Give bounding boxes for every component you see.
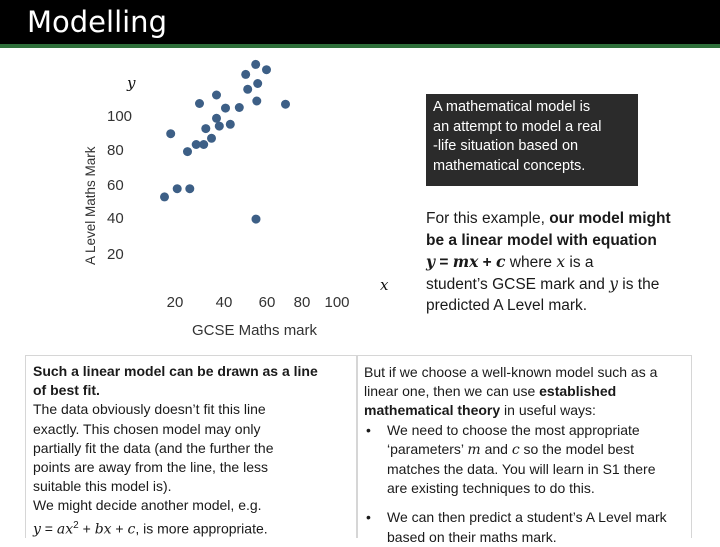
scatter-point: [252, 215, 261, 224]
data-points: [160, 60, 290, 224]
bullet-item: [364, 508, 691, 546]
scatter-point: [199, 140, 208, 149]
callout-line: -life situation based on: [433, 138, 579, 154]
plus: +: [78, 520, 95, 537]
x-tick-label: 80: [293, 294, 311, 311]
example-bold-text: our model might: [549, 210, 671, 227]
paragraph-line: exactly. This chosen model may only: [33, 420, 261, 437]
equation-equals: =: [435, 254, 453, 271]
example-text: For this example,: [426, 210, 550, 227]
scatter-point: [226, 120, 235, 129]
callout-line: A mathematical model is: [433, 99, 591, 115]
bullet-line: We need to choose the most appropriate: [387, 421, 640, 438]
scatter-point: [160, 192, 169, 201]
variable-x: x: [556, 253, 566, 271]
paragraph-line: suitable this model is).: [33, 478, 172, 495]
paragraph-line: But if we choose a well-known model such as a: [364, 364, 658, 380]
var-y: y: [33, 521, 41, 538]
scatter-point: [281, 100, 290, 109]
bullet-text: so the model best: [519, 440, 635, 457]
y-tick-label: 20: [107, 246, 124, 263]
bullet-text: ‘parameters’: [387, 440, 468, 457]
bullet-text: and: [480, 440, 512, 457]
equation-tail: , is more appropriate.: [135, 520, 268, 537]
scatter-point: [212, 114, 221, 123]
scatter-point: [243, 85, 252, 94]
paragraph-text: linear one, then we can use: [364, 383, 540, 400]
slide-title: Modelling: [27, 5, 167, 39]
example-paragraph: [426, 208, 711, 317]
var-m: m: [467, 441, 481, 458]
scatter-point: [235, 103, 244, 112]
bullet-line: We can then predict a student’s A Level mark: [387, 509, 667, 526]
scatter-point: [185, 184, 194, 193]
bold-text: established: [539, 383, 617, 400]
example-bold-text: be a linear model with equation: [426, 231, 657, 249]
theory-explanation: [357, 355, 692, 545]
scatter-point: [241, 70, 250, 79]
equation-c: c: [496, 252, 506, 271]
bold-text: Such a linear model can be drawn as a line: [33, 363, 318, 379]
title-bar: [0, 0, 720, 48]
y-tick-label: 60: [107, 177, 124, 194]
scatter-point: [195, 99, 204, 108]
scatter-point: [251, 60, 260, 69]
example-text: is a: [565, 254, 594, 271]
scatter-point: [253, 79, 262, 88]
bold-text: mathematical theory: [364, 402, 501, 419]
example-text: is the: [617, 275, 660, 293]
x-axis-symbol: x: [380, 276, 389, 294]
scatter-point: [262, 65, 271, 74]
example-text: student’s GCSE mark and: [426, 275, 610, 293]
bullet-line: matches the data. You will learn in S1 there: [387, 461, 656, 478]
bullet-line: based on their maths mark.: [387, 528, 557, 545]
definition-callout: [426, 94, 638, 186]
x-tick-label: 20: [166, 294, 184, 311]
equation-y: y: [426, 252, 436, 271]
y-tick-label: 100: [107, 108, 133, 125]
scatter-point: [201, 124, 210, 133]
callout-line: an attempt to model a real: [433, 118, 602, 135]
callout-line: mathematical concepts.: [433, 157, 586, 174]
equation-plus: +: [478, 254, 497, 271]
best-fit-explanation: [25, 355, 357, 538]
x-axis-label: GCSE Maths mark: [192, 322, 318, 339]
bullet-icon: •: [366, 421, 371, 438]
example-text: where: [505, 254, 557, 271]
scatter-point: [212, 91, 221, 100]
scatter-point: [252, 97, 261, 106]
x-tick-label: 60: [258, 294, 276, 311]
var-x: x: [65, 521, 74, 538]
var-c: c: [511, 441, 520, 458]
plus: +: [111, 520, 128, 537]
paragraph-text: in useful ways:: [500, 402, 596, 419]
var-bx: bx: [94, 521, 112, 538]
example-text: predicted A Level mark.: [426, 297, 588, 314]
scatter-chart: [0, 48, 420, 348]
y-tick-label: 80: [107, 142, 124, 159]
scatter-point: [215, 122, 224, 131]
x-tick-label: 100: [324, 294, 350, 311]
paragraph-line: partially fit the data (and the further the: [33, 439, 274, 456]
quadratic-equation: [33, 516, 356, 540]
scatter-point: [221, 104, 230, 113]
x-tick-label: 40: [215, 294, 233, 311]
equals: =: [40, 520, 57, 537]
exponent: 2: [73, 519, 79, 531]
paragraph-line: We might decide another model, e.g.: [33, 497, 262, 514]
tick-labels: [107, 108, 350, 311]
bullet-line: are existing techniques to do this.: [387, 480, 595, 497]
y-tick-label: 40: [107, 210, 124, 227]
scatter-point: [183, 147, 192, 156]
bullet-item: [364, 421, 691, 499]
paragraph-line: points are away from the line, the less: [33, 459, 269, 476]
scatter-point: [166, 129, 175, 138]
y-axis-label: A Level Maths Mark: [83, 146, 98, 265]
var-c: c: [127, 521, 136, 538]
scatter-point: [207, 134, 216, 143]
y-axis-symbol: y: [127, 74, 136, 92]
var-a: a: [56, 521, 66, 538]
bullet-icon: •: [366, 509, 371, 526]
scatter-point: [173, 184, 182, 193]
paragraph-line: The data obviously doesn’t fit this line: [33, 401, 266, 418]
variable-y: y: [609, 274, 618, 293]
equation-mx: mx: [452, 252, 479, 271]
bold-text: of best fit.: [33, 382, 100, 399]
